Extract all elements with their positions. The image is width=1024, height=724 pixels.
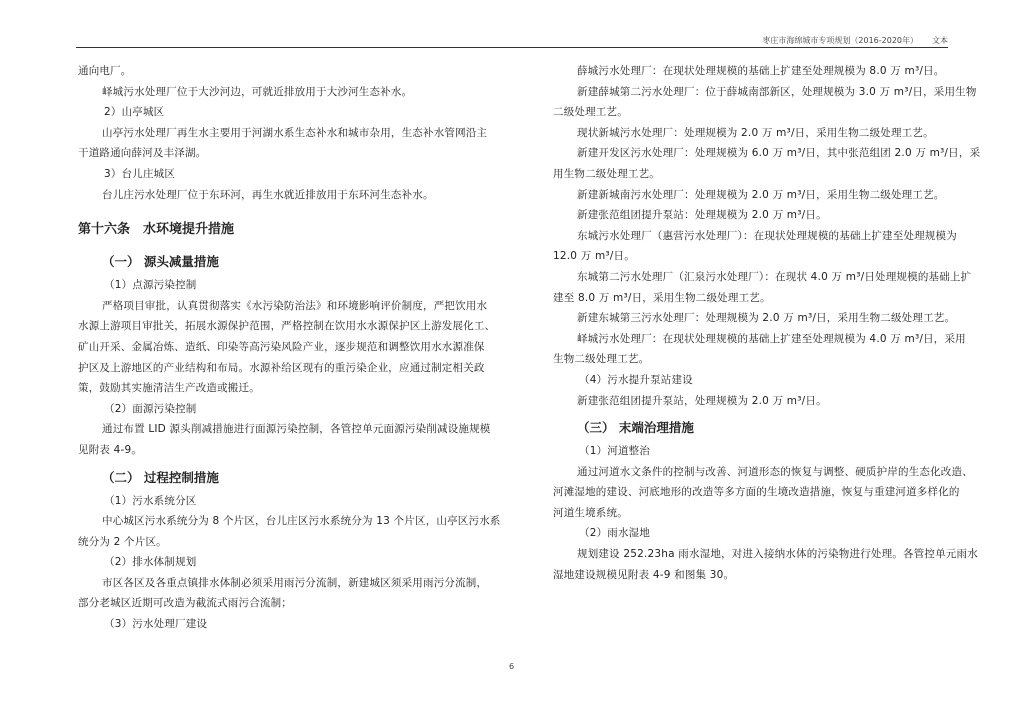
subsection-label xyxy=(553,441,948,462)
text-line: （2）雨水湿地 xyxy=(579,527,651,540)
paragraph xyxy=(553,226,957,267)
text-line: 新建张范组团提升泵站，处理规模为 2.0 万 m³/日。 xyxy=(577,394,827,407)
text-line: （二） 过程控制措施 xyxy=(102,469,219,485)
subsection-label xyxy=(78,491,473,512)
header-doc-type: 文本 xyxy=(932,36,948,45)
text-line: 新建开发区污水处理厂：处理规模为 6.0 万 m³/日，其中张范组团 2.0 万 m³/日，采 xyxy=(577,147,981,160)
text-line: 见附表 4-9。 xyxy=(78,443,143,456)
text-line: 干道路通向薛河及丰泽湖。 xyxy=(78,147,207,160)
paragraph xyxy=(78,511,501,552)
subsection-label xyxy=(78,164,473,185)
section-heading xyxy=(553,415,948,441)
paragraph xyxy=(553,267,972,308)
paragraph xyxy=(78,82,473,103)
text-line: 山亭污水处理厂再生水主要用于河湖水系生态补水和城市杂用，生态补水管网沿主 xyxy=(102,126,488,139)
paragraph xyxy=(553,185,948,206)
paragraph xyxy=(78,419,491,460)
paragraph xyxy=(553,61,948,82)
text-line: 通过布置 LID 源头削减措施进行面源污染控制，各管控单元面源污染削减设施规模 xyxy=(102,423,491,436)
page-number: 6 xyxy=(509,662,515,671)
text-line: 矿山开采、金属冶炼、造纸、印染等高污染风险产业，逐步规范和调整饮用水水源准保 xyxy=(78,340,485,353)
text-line: 二级处理工艺。 xyxy=(553,106,628,119)
text-line: 湿地建设规模见附表 4-9 和图集 30。 xyxy=(553,568,735,581)
text-line: 12.0 万 m³/日。 xyxy=(553,250,635,263)
text-line: 第十六条 水环境提升措施 xyxy=(78,222,235,238)
text-line: （1）污水系统分区 xyxy=(104,494,197,507)
text-line: 市区各区及各重点镇排水体制必须采用雨污分流制，新建城区须采用雨污分流制， xyxy=(102,576,488,589)
text-line: 峄城污水处理厂：在现状处理规模的基础上扩建至处理规模为 4.0 万 m³/日，采用 xyxy=(577,332,966,345)
section-heading xyxy=(78,465,473,491)
left-column xyxy=(78,61,501,635)
text-line: 策，鼓励其实施清洁生产改造或搬迁。 xyxy=(78,382,260,395)
text-line: 东城第二污水处理厂（汇泉污水处理厂）：在现状 4.0 万 m³/日处理规模的基础上扩 xyxy=(577,270,972,283)
paragraph xyxy=(553,123,948,144)
text-line: 部分老城区近期可改造为截流式雨污合流制； xyxy=(78,597,292,610)
paragraph xyxy=(553,462,973,524)
text-line: （3）污水处理厂建设 xyxy=(104,618,208,631)
paragraph xyxy=(78,573,488,614)
article-heading xyxy=(78,215,473,245)
text-line: （1）点源污染控制 xyxy=(104,279,197,292)
text-line: 河道生境系统。 xyxy=(553,506,628,519)
text-line: 新建薛城第二污水处理厂：位于薛城南部新区，处理规模为 3.0 万 m³/日，采用生物 xyxy=(577,85,977,98)
text-line: 规划建设 252.23ha 雨水湿地，对进入接纳水体的污染物进行处理。各管控单元雨水 xyxy=(577,548,978,561)
text-line: 用生物二级处理工艺。 xyxy=(553,167,660,180)
header-rule xyxy=(76,47,948,48)
text-line: （4）污水提升泵站建设 xyxy=(579,373,693,386)
header-title: 枣庄市海绵城市专项规划（2016-2020年） xyxy=(762,36,918,45)
text-line: 生物二级处理工艺。 xyxy=(553,353,650,366)
text-line: （2）排水体制规划 xyxy=(104,556,197,569)
paragraph-continuation xyxy=(78,61,473,82)
text-line: 薛城污水处理厂：在现状处理规模的基础上扩建至处理规模为 8.0 万 m³/日。 xyxy=(577,65,945,77)
paragraph xyxy=(553,82,977,123)
subsection-label xyxy=(78,275,473,296)
text-line: 统分为 2 个片区。 xyxy=(78,535,167,548)
text-line: 通向电厂。 xyxy=(78,65,132,77)
subsection-label xyxy=(553,523,948,544)
text-line: （一） 源头减量措施 xyxy=(102,254,219,270)
paragraph xyxy=(553,143,981,184)
text-line: 严格项目审批，认真贯彻落实《水污染防治法》和环境影响评价制度，严把饮用水 xyxy=(102,299,488,312)
text-line: 东城污水处理厂（惠营污水处理厂）：在现状处理规模的基础上扩建至处理规模为 xyxy=(577,229,957,242)
paragraph xyxy=(78,296,496,399)
text-line: 峄城污水处理厂位于大沙河边，可就近排放用于大沙河生态补水。 xyxy=(102,85,413,98)
text-line: 中心城区污水系统分为 8 个片区，台儿庄区污水系统分为 13 个片区，山亭区污水系 xyxy=(102,515,501,528)
text-line: 护区及上游地区的产业结构和布局。水源补给区现有的重污染企业，应通过制定相关政 xyxy=(78,361,485,374)
paragraph xyxy=(553,205,948,226)
text-line: 2）山亭城区 xyxy=(104,106,165,119)
subsection-label xyxy=(78,399,473,420)
paragraph xyxy=(78,185,473,206)
paragraph xyxy=(553,544,978,585)
paragraph xyxy=(553,308,956,329)
text-line: 建至 8.0 万 m³/日，采用生物二级处理工艺。 xyxy=(553,291,771,304)
text-line: （三） 末端治理措施 xyxy=(577,420,694,436)
running-header xyxy=(762,35,948,46)
subsection-label xyxy=(78,614,473,635)
section-heading xyxy=(78,249,473,275)
text-line: 新建东城第三污水处理厂：处理规模为 2.0 万 m³/日，采用生物二级处理工艺。 xyxy=(577,312,956,325)
text-line: 通过河道水文条件的控制与改善、河道形态的恢复与调整、硬质护岸的生态化改造、 xyxy=(577,465,973,478)
paragraph xyxy=(553,391,948,412)
paragraph xyxy=(78,123,488,164)
subsection-label xyxy=(78,102,473,123)
subsection-label xyxy=(78,552,473,573)
text-line: （1）河道整治 xyxy=(579,445,651,458)
text-line: 河滩湿地的建设、河底地形的改造等多方面的生境改造措施，恢复与重建河道多样化的 xyxy=(553,486,960,499)
text-line: 新建新城南污水处理厂：处理规模为 2.0 万 m³/日，采用生物二级处理工艺。 xyxy=(577,188,945,201)
text-line: 3）台儿庄城区 xyxy=(104,167,176,180)
text-line: 水源上游项目审批关，拓展水源保护范围，严格控制在饮用水水源保护区上游发展化工、 xyxy=(78,320,496,333)
text-line: （2）面源污染控制 xyxy=(104,402,197,415)
right-column xyxy=(553,61,981,585)
text-line: 台儿庄污水处理厂位于东环河，再生水就近排放用于东环河生态补水。 xyxy=(102,188,434,201)
text-line: 现状新城污水处理厂：处理规模为 2.0 万 m³/日，采用生物二级处理工艺。 xyxy=(577,126,934,139)
text-line: 新建张范组团提升泵站：处理规模为 2.0 万 m³/日。 xyxy=(577,209,827,222)
paragraph xyxy=(553,329,966,370)
subsection-label xyxy=(553,370,948,391)
